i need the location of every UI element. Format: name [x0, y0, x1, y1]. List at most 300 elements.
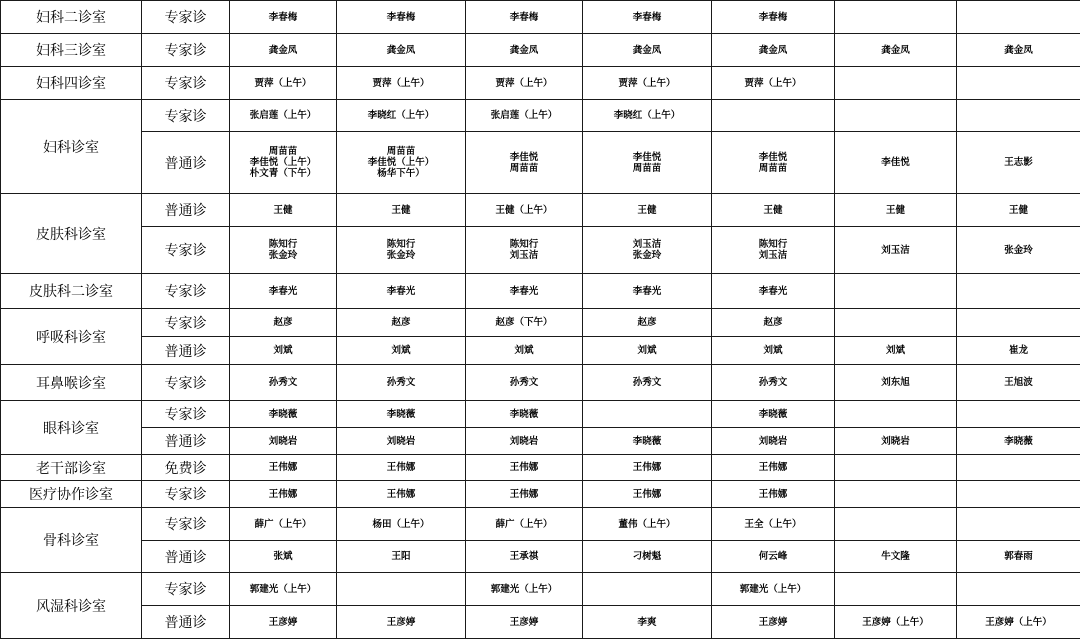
- doctor-name: 王承祺: [509, 551, 539, 562]
- doctor-name: 李春梅: [632, 11, 662, 23]
- table-row: [1, 100, 1080, 132]
- doctor-name: 周苗苗: [758, 162, 788, 174]
- doctor-name: 张金玲: [632, 250, 662, 261]
- doctor-name: 李佳悦: [632, 151, 662, 163]
- doctor-cell: [230, 67, 337, 100]
- doctor-cell: [835, 227, 957, 274]
- doctor-name: 陈知行: [509, 239, 539, 250]
- clinic-type-cell: 普通诊: [142, 132, 230, 194]
- doctor-name: 李春梅: [268, 11, 298, 23]
- doctor-name: 贾萍（上午）: [372, 77, 430, 89]
- doctor-cell: [957, 606, 1080, 639]
- doctor-cell: [583, 606, 712, 639]
- doctor-cell: [835, 337, 957, 365]
- doctor-cell: [583, 1, 712, 34]
- doctor-cell: [835, 274, 957, 309]
- doctor-name: 李晓薇: [632, 435, 662, 447]
- doctor-name: 刘斌: [514, 345, 534, 356]
- doctor-name: 郭春雨: [1004, 551, 1033, 562]
- doctor-name: 刘斌: [273, 345, 293, 356]
- doctor-name: 李佳悦: [758, 151, 788, 163]
- clinic-type-cell: 专家诊: [142, 573, 230, 606]
- doctor-cell: [337, 455, 466, 481]
- room-gyn-3-cell: 妇科三诊室: [1, 34, 142, 67]
- schedule-body: [1, 1, 1080, 639]
- table-row: [1, 606, 1080, 639]
- clinic-type-cell: 普通诊: [142, 606, 230, 639]
- doctor-cell: [583, 34, 712, 67]
- doctor-name: 孙秀文: [386, 377, 416, 388]
- doctor-name: 王彦婷: [386, 616, 416, 628]
- doctor-cell: [712, 227, 835, 274]
- doctor-cell: [230, 365, 337, 401]
- doctor-name: 李佳悦（上午）: [249, 157, 317, 168]
- doctor-cell: [466, 606, 583, 639]
- doctor-cell: [583, 194, 712, 227]
- doctor-cell: [957, 573, 1080, 606]
- doctor-cell: [230, 309, 337, 337]
- doctor-cell: [583, 401, 712, 428]
- doctor-cell: [337, 508, 466, 541]
- room-cooperation-cell: 医疗协作诊室: [1, 481, 142, 508]
- doctor-cell: [466, 337, 583, 365]
- doctor-name: 王伟娜: [632, 488, 662, 500]
- doctor-name: 刁树魁: [632, 551, 662, 562]
- doctor-name: 薛广（上午）: [254, 518, 312, 530]
- doctor-name: 李晓薇: [509, 408, 539, 420]
- room-rheum-cell: 风湿科诊室: [1, 573, 142, 639]
- doctor-name: 王伟娜: [509, 462, 539, 473]
- doctor-cell: [337, 132, 466, 194]
- doctor-name: 刘晓岩: [509, 435, 539, 447]
- doctor-name: 王彦婷（上午）: [862, 616, 929, 628]
- doctor-name: 董伟（上午）: [618, 518, 676, 530]
- doctor-name: 刘晓岩: [758, 435, 788, 447]
- doctor-name: 贾萍（上午）: [618, 77, 676, 89]
- doctor-name: 周苗苗: [386, 146, 416, 157]
- doctor-name: 周苗苗: [268, 146, 298, 157]
- doctor-name: 王伟娜: [758, 462, 788, 473]
- doctor-cell: [230, 132, 337, 194]
- doctor-cell: [583, 67, 712, 100]
- doctor-cell: [835, 481, 957, 508]
- doctor-cell: [337, 194, 466, 227]
- clinic-type-cell: 专家诊: [142, 309, 230, 337]
- doctor-name: 王健: [885, 204, 905, 216]
- doctor-cell: [583, 227, 712, 274]
- doctor-name: 龚金凤: [509, 44, 539, 56]
- doctor-name: 龚金凤: [386, 44, 416, 56]
- doctor-cell: [712, 428, 835, 455]
- clinic-type-cell: 专家诊: [142, 227, 230, 274]
- doctor-cell: [337, 573, 466, 606]
- doctor-cell: [466, 67, 583, 100]
- doctor-cell: [835, 67, 957, 100]
- doctor-name: 刘玉洁: [758, 250, 788, 261]
- doctor-cell: [712, 573, 835, 606]
- doctor-cell: [712, 401, 835, 428]
- room-gyn-cell: 妇科诊室: [1, 100, 142, 194]
- table-row: [1, 428, 1080, 455]
- doctor-cell: [230, 194, 337, 227]
- doctor-name: 王健（上午）: [495, 204, 553, 216]
- doctor-name: 张金玲: [268, 250, 298, 261]
- doctor-name: 李晓薇: [386, 408, 416, 420]
- room-ortho-cell: 骨科诊室: [1, 508, 142, 573]
- doctor-name: 李晓薇: [1004, 435, 1033, 447]
- doctor-cell: [957, 100, 1080, 132]
- doctor-name: 李春梅: [509, 11, 539, 23]
- doctor-name: 龚金凤: [1004, 44, 1033, 56]
- doctor-name: 张金玲: [386, 250, 416, 261]
- table-row: [1, 1, 1080, 34]
- doctor-name: 王健: [637, 204, 657, 216]
- doctor-name: 王伟娜: [509, 488, 539, 500]
- doctor-cell: [712, 481, 835, 508]
- doctor-cell: [337, 1, 466, 34]
- doctor-name: 李晓薇: [268, 408, 298, 420]
- doctor-cell: [466, 365, 583, 401]
- doctor-cell: [957, 481, 1080, 508]
- doctor-cell: [337, 67, 466, 100]
- table-row: [1, 455, 1080, 481]
- table-row: [1, 227, 1080, 274]
- doctor-name: 刘东旭: [881, 377, 910, 388]
- doctor-name: 刘玉洁: [881, 244, 910, 256]
- doctor-cell: [466, 194, 583, 227]
- room-gyn-4-cell: 妇科四诊室: [1, 67, 142, 100]
- doctor-name: 王彦婷: [509, 616, 539, 628]
- doctor-name: 李佳悦（上午）: [367, 157, 435, 168]
- doctor-name: 李春梅: [758, 11, 788, 23]
- doctor-cell: [230, 481, 337, 508]
- doctor-name: 赵彦: [763, 317, 783, 328]
- doctor-name: 王伟娜: [758, 488, 788, 500]
- doctor-cell: [957, 508, 1080, 541]
- doctor-name: 孙秀文: [509, 377, 539, 388]
- doctor-cell: [230, 573, 337, 606]
- doctor-name: 王健: [273, 204, 293, 216]
- doctor-name: 杨华下午）: [377, 168, 425, 179]
- doctor-cell: [712, 541, 835, 573]
- doctor-cell: [337, 401, 466, 428]
- doctor-cell: [230, 455, 337, 481]
- doctor-name: 王阳: [391, 551, 411, 562]
- doctor-name: 龚金凤: [881, 44, 910, 56]
- doctor-name: 刘晓岩: [881, 435, 910, 447]
- doctor-name: 陈知行: [758, 239, 788, 250]
- doctor-name: 孙秀文: [632, 377, 662, 388]
- doctor-name: 李春光: [268, 285, 298, 297]
- table-row: [1, 309, 1080, 337]
- table-row: [1, 34, 1080, 67]
- doctor-cell: [583, 481, 712, 508]
- table-row: [1, 365, 1080, 401]
- doctor-cell: [835, 541, 957, 573]
- doctor-cell: [957, 541, 1080, 573]
- doctor-cell: [957, 309, 1080, 337]
- doctor-cell: [583, 541, 712, 573]
- doctor-name: 陈知行: [268, 239, 298, 250]
- doctor-name: 何云峰: [758, 551, 788, 562]
- doctor-name: 王彦婷（上午）: [985, 616, 1052, 628]
- doctor-cell: [583, 455, 712, 481]
- table-row: [1, 481, 1080, 508]
- doctor-cell: [835, 194, 957, 227]
- room-resp-cell: 呼吸科诊室: [1, 309, 142, 365]
- table-row: [1, 274, 1080, 309]
- doctor-cell: [583, 337, 712, 365]
- doctor-cell: [957, 67, 1080, 100]
- doctor-cell: [835, 455, 957, 481]
- doctor-cell: [957, 227, 1080, 274]
- doctor-name: 刘晓岩: [268, 435, 298, 447]
- doctor-name: 王彦婷: [268, 616, 298, 628]
- doctor-name: 刘斌: [763, 345, 783, 356]
- doctor-cell: [230, 274, 337, 309]
- doctor-name: 王全（上午）: [744, 518, 802, 530]
- doctor-cell: [712, 1, 835, 34]
- doctor-name: 贾萍（上午）: [744, 77, 802, 89]
- doctor-cell: [583, 508, 712, 541]
- doctor-name: 孙秀文: [268, 377, 298, 388]
- doctor-cell: [712, 365, 835, 401]
- doctor-name: 王彦婷: [758, 616, 788, 628]
- doctor-cell: [957, 34, 1080, 67]
- doctor-name: 崔龙: [1008, 345, 1028, 356]
- doctor-name: 张启莲（上午）: [249, 110, 317, 121]
- doctor-cell: [230, 541, 337, 573]
- doctor-cell: [712, 67, 835, 100]
- doctor-name: 李晓红（上午）: [367, 110, 435, 121]
- table-row: [1, 541, 1080, 573]
- doctor-name: 王伟娜: [268, 488, 298, 500]
- doctor-name: 赵彦: [391, 317, 411, 328]
- table-row: [1, 573, 1080, 606]
- doctor-cell: [337, 309, 466, 337]
- room-ent-cell: 耳鼻喉诊室: [1, 365, 142, 401]
- doctor-cell: [835, 428, 957, 455]
- doctor-cell: [835, 573, 957, 606]
- doctor-cell: [835, 606, 957, 639]
- clinic-type-cell: 普通诊: [142, 541, 230, 573]
- doctor-name: 孙秀文: [758, 377, 788, 388]
- doctor-cell: [466, 274, 583, 309]
- clinic-type-cell: 普通诊: [142, 428, 230, 455]
- doctor-cell: [337, 365, 466, 401]
- doctor-name: 李春光: [509, 285, 539, 297]
- doctor-cell: [230, 227, 337, 274]
- doctor-name: 郭建光（上午）: [490, 583, 558, 595]
- doctor-name: 陈知行: [386, 239, 416, 250]
- doctor-cell: [835, 1, 957, 34]
- doctor-name: 刘斌: [391, 345, 411, 356]
- doctor-name: 贾萍（上午）: [495, 77, 553, 89]
- doctor-cell: [466, 1, 583, 34]
- doctor-name: 王伟娜: [632, 462, 662, 473]
- doctor-cell: [466, 401, 583, 428]
- doctor-cell: [230, 508, 337, 541]
- doctor-cell: [835, 365, 957, 401]
- doctor-name: 贾萍（上午）: [254, 77, 312, 89]
- doctor-name: 王健: [1008, 204, 1028, 216]
- doctor-cell: [466, 309, 583, 337]
- room-veteran-cell: 老干部诊室: [1, 455, 142, 481]
- doctor-cell: [337, 606, 466, 639]
- doctor-cell: [957, 132, 1080, 194]
- room-derm-cell: 皮肤科诊室: [1, 194, 142, 274]
- doctor-name: 李爽: [637, 616, 657, 628]
- clinic-type-cell: 专家诊: [142, 401, 230, 428]
- doctor-cell: [712, 34, 835, 67]
- doctor-name: 李春梅: [386, 11, 416, 23]
- doctor-cell: [337, 34, 466, 67]
- doctor-cell: [712, 337, 835, 365]
- doctor-cell: [712, 455, 835, 481]
- clinic-type-cell: 免费诊: [142, 455, 230, 481]
- doctor-cell: [712, 132, 835, 194]
- doctor-name: 王健: [391, 204, 411, 216]
- doctor-cell: [957, 194, 1080, 227]
- doctor-cell: [466, 481, 583, 508]
- doctor-cell: [583, 365, 712, 401]
- doctor-cell: [466, 573, 583, 606]
- table-row: [1, 337, 1080, 365]
- doctor-cell: [957, 274, 1080, 309]
- doctor-name: 李春光: [758, 285, 788, 297]
- doctor-cell: [466, 541, 583, 573]
- doctor-name: 刘晓岩: [386, 435, 416, 447]
- clinic-type-cell: 专家诊: [142, 100, 230, 132]
- doctor-name: 杨田（上午）: [372, 518, 430, 530]
- clinic-type-cell: 专家诊: [142, 1, 230, 34]
- clinic-type-cell: 专家诊: [142, 508, 230, 541]
- table-row: [1, 508, 1080, 541]
- doctor-name: 张启莲（上午）: [490, 110, 558, 121]
- doctor-name: 朴文青（下午）: [249, 168, 317, 179]
- clinic-type-cell: 专家诊: [142, 67, 230, 100]
- doctor-name: 王伟娜: [386, 462, 416, 473]
- doctor-cell: [712, 309, 835, 337]
- doctor-name: 郭建光（上午）: [249, 583, 317, 595]
- doctor-cell: [230, 100, 337, 132]
- doctor-name: 郭建光（上午）: [739, 583, 807, 595]
- doctor-cell: [835, 508, 957, 541]
- clinic-type-cell: 普通诊: [142, 194, 230, 227]
- doctor-name: 李春光: [632, 285, 662, 297]
- doctor-name: 牛文隆: [881, 551, 910, 562]
- doctor-name: 王旭波: [1004, 377, 1033, 388]
- doctor-name: 龚金凤: [632, 44, 662, 56]
- doctor-cell: [835, 309, 957, 337]
- doctor-cell: [583, 132, 712, 194]
- doctor-cell: [957, 365, 1080, 401]
- doctor-name: 李春光: [386, 285, 416, 297]
- doctor-name: 龚金凤: [268, 44, 298, 56]
- doctor-cell: [712, 274, 835, 309]
- clinic-type-cell: 专家诊: [142, 365, 230, 401]
- doctor-name: 刘斌: [637, 345, 657, 356]
- doctor-name: 薛广（上午）: [495, 518, 553, 530]
- doctor-cell: [466, 227, 583, 274]
- room-gyn-2-cell: 妇科二诊室: [1, 1, 142, 34]
- doctor-cell: [466, 455, 583, 481]
- doctor-name: 赵彦（下午）: [495, 317, 553, 328]
- doctor-cell: [835, 401, 957, 428]
- doctor-cell: [712, 100, 835, 132]
- doctor-cell: [466, 508, 583, 541]
- doctor-cell: [337, 428, 466, 455]
- doctor-name: 李佳悦: [509, 151, 539, 163]
- doctor-cell: [835, 132, 957, 194]
- doctor-cell: [583, 573, 712, 606]
- doctor-cell: [712, 194, 835, 227]
- doctor-cell: [957, 455, 1080, 481]
- doctor-cell: [835, 34, 957, 67]
- doctor-cell: [583, 274, 712, 309]
- doctor-cell: [712, 508, 835, 541]
- doctor-cell: [466, 34, 583, 67]
- doctor-cell: [230, 428, 337, 455]
- doctor-cell: [957, 401, 1080, 428]
- table-row: [1, 132, 1080, 194]
- doctor-cell: [230, 337, 337, 365]
- doctor-name: 王伟娜: [386, 488, 416, 500]
- table-row: [1, 194, 1080, 227]
- clinic-type-cell: 专家诊: [142, 274, 230, 309]
- clinic-type-cell: 普通诊: [142, 337, 230, 365]
- doctor-cell: [337, 274, 466, 309]
- doctor-name: 张金玲: [1004, 244, 1033, 256]
- doctor-name: 龚金凤: [758, 44, 788, 56]
- doctor-name: 赵彦: [273, 317, 293, 328]
- doctor-cell: [337, 337, 466, 365]
- doctor-name: 周苗苗: [632, 162, 662, 174]
- doctor-name: 刘玉洁: [632, 239, 662, 250]
- doctor-cell: [466, 428, 583, 455]
- room-derm-2-cell: 皮肤科二诊室: [1, 274, 142, 309]
- doctor-cell: [337, 481, 466, 508]
- doctor-name: 李佳悦: [881, 157, 910, 168]
- doctor-name: 王伟娜: [268, 462, 298, 473]
- doctor-cell: [712, 606, 835, 639]
- doctor-cell: [230, 1, 337, 34]
- doctor-cell: [957, 1, 1080, 34]
- table-row: [1, 67, 1080, 100]
- doctor-cell: [957, 428, 1080, 455]
- doctor-cell: [583, 309, 712, 337]
- doctor-cell: [337, 227, 466, 274]
- doctor-cell: [337, 541, 466, 573]
- doctor-cell: [230, 606, 337, 639]
- doctor-name: 李晓红（上午）: [613, 110, 681, 121]
- doctor-name: 张斌: [273, 551, 293, 562]
- doctor-name: 刘斌: [885, 345, 905, 356]
- doctor-name: 刘玉洁: [509, 250, 539, 261]
- doctor-name: 李晓薇: [758, 408, 788, 420]
- table-row: [1, 401, 1080, 428]
- doctor-cell: [957, 337, 1080, 365]
- doctor-cell: [230, 401, 337, 428]
- doctor-name: 周苗苗: [509, 162, 539, 174]
- clinic-type-cell: 专家诊: [142, 34, 230, 67]
- room-eye-cell: 眼科诊室: [1, 401, 142, 455]
- doctor-cell: [466, 100, 583, 132]
- doctor-cell: [337, 100, 466, 132]
- doctor-name: 王志影: [1004, 157, 1033, 168]
- doctor-name: 赵彦: [637, 317, 657, 328]
- doctor-name: 王健: [763, 204, 783, 216]
